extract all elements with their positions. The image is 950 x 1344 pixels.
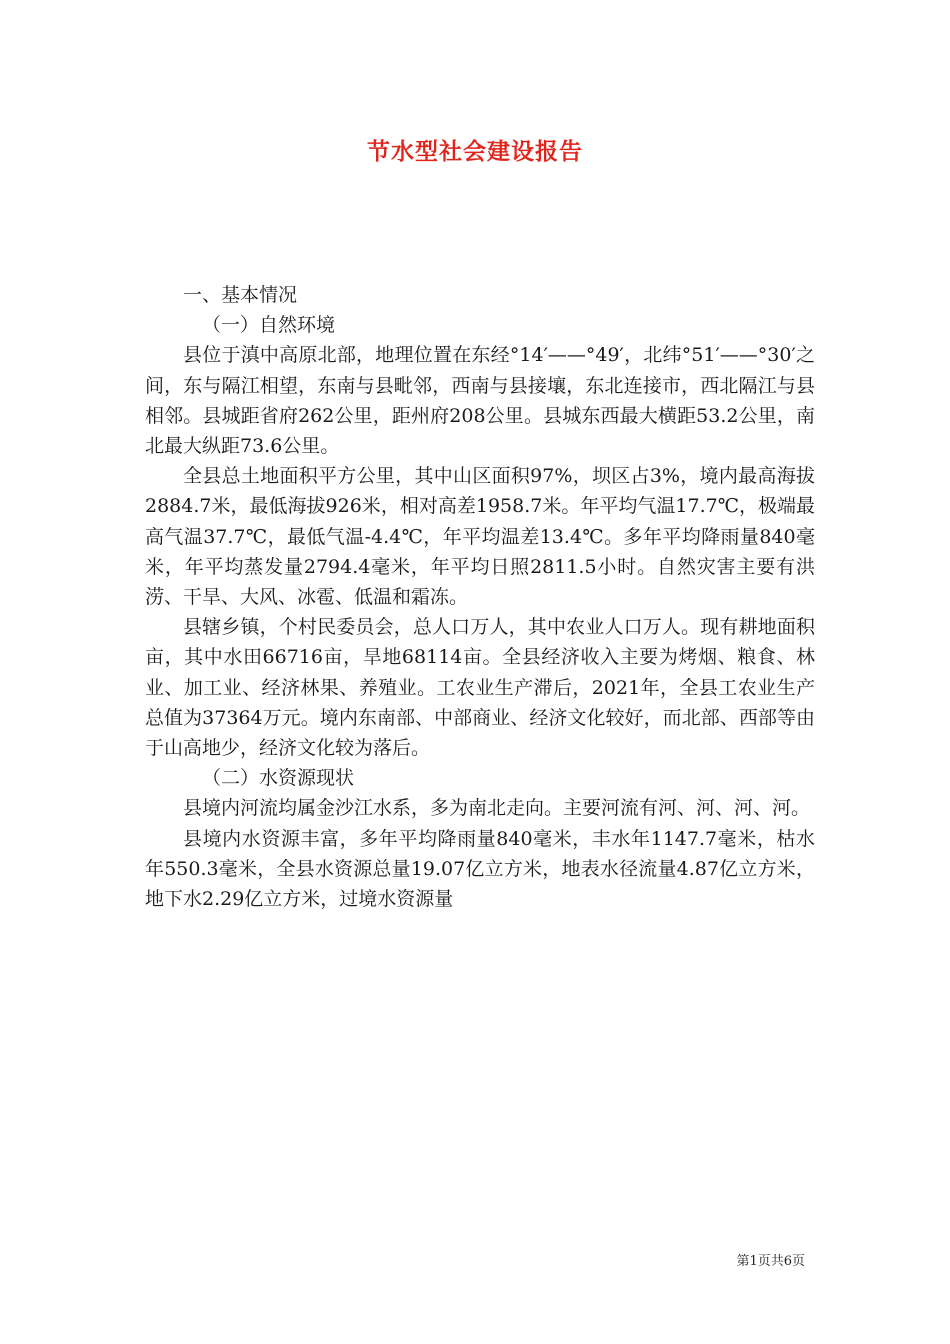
paragraph-land-climate: 全县总土地面积平方公里，其中山区面积97%，坝区占3%，境内最高海拔2884.7米，最低海拔926米，相对高差1958.7米。年平均气温17.7℃，极端最高气温37.7℃，最低气温-4.4℃，年平均温差13.4℃。多年平均降雨量840毫米，年平均蒸发量2794.4毫米，年平均日照2811.5小时。自然灾害主要有洪涝、干旱、大风、冰雹、低温和霜冻。 xyxy=(145,465,815,609)
paragraph-water-volume: 县境内水资源丰富，多年平均降雨量840毫米，丰水年1147.7毫米，枯水年550.3毫米，全县水资源总量19.07亿立方米，地表水径流量4.87亿立方米，地下水2.29亿立方米，过境水资源量 xyxy=(145,827,815,911)
paragraph-location: 县位于滇中高原北部，地理位置在东经°14′——°49′，北纬°51′——°30′之间，东与隔江相望，东南与县毗邻，西南与县接壤，东北连接市，西北隔江与县相邻。县城距省府262公里，距州府208公里。县城东西最大横距53.2公里，南北最大纵距73.6公里。 xyxy=(145,344,815,458)
document-title: 节水型社会建设报告 xyxy=(367,138,583,165)
subsection-heading-water-resources: （二）水资源现状 xyxy=(202,767,355,790)
paragraph-population-economy: 县辖乡镇，个村民委员会，总人口万人，其中农业人口万人。现有耕地面积亩，其中水田66716亩，旱地68114亩。全县经济收入主要为烤烟、粮食、林业、加工业、经济林果、养殖业。工农业生产滞后，2021年，全县工农业生产总值为37364万元。境内东南部、中部商业、经济文化较好，而北部、西部等由于山高地少，经济文化较为落后。 xyxy=(145,616,815,760)
document-body xyxy=(145,280,815,914)
page-number: 第1页共6页 xyxy=(736,1254,805,1269)
section-heading-basic-info: 一、基本情况 xyxy=(183,284,298,306)
paragraph-rivers: 县境内河流均属金沙江水系，多为南北走向。主要河流有河、河、河、河。 xyxy=(183,797,811,820)
subsection-heading-natural-environment: （一）自然环境 xyxy=(202,314,336,337)
